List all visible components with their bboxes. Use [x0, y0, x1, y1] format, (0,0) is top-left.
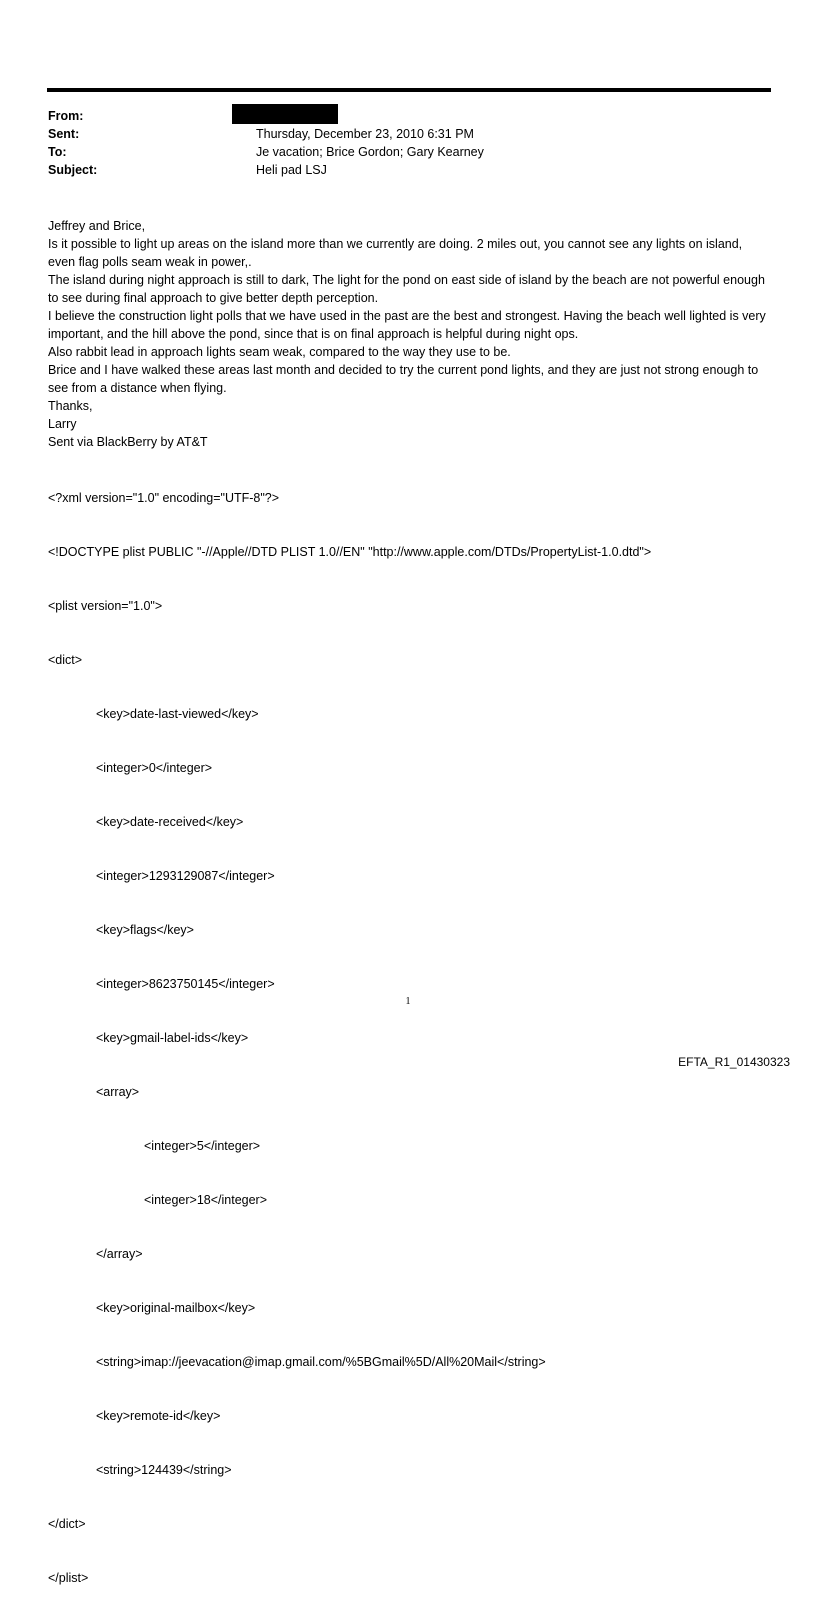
- dict-open: <dict>: [48, 653, 83, 667]
- plist-key: <key>date-received</key>: [96, 815, 244, 829]
- sent-label: Sent:: [48, 127, 80, 141]
- array-close: </array>: [96, 1247, 143, 1261]
- plist-value: <integer>1293129087</integer>: [96, 869, 275, 883]
- plist-close: </plist>: [48, 1571, 89, 1585]
- plist-open: <plist version="1.0">: [48, 599, 163, 613]
- plist-value: <string>124439</string>: [96, 1463, 232, 1477]
- plist-key: <key>remote-id</key>: [96, 1409, 221, 1423]
- array-item: <integer>5</integer>: [144, 1139, 261, 1153]
- plist-value: <integer>0</integer>: [96, 761, 213, 775]
- redaction-box: [232, 104, 338, 124]
- body-line: The island during night approach is still to dark, The light for the pond on east side of island by the beach are not powerful enough to see during final approach to give better depth perception.: [48, 273, 765, 305]
- body-line: Sent via BlackBerry by AT&T: [48, 435, 208, 449]
- body-line: Jeffrey and Brice,: [48, 219, 146, 233]
- subject-value: Heli pad LSJ: [256, 163, 327, 177]
- to-label: To:: [48, 145, 67, 159]
- document-id: EFTA_R1_01430323: [678, 1055, 790, 1069]
- plist-key: <key>date-last-viewed</key>: [96, 707, 259, 721]
- xml-declaration: <?xml version="1.0" encoding="UTF-8"?>: [48, 491, 280, 505]
- email-body: [48, 217, 768, 451]
- dict-close: </dict>: [48, 1517, 86, 1531]
- plist-value: <string>imap://jeevacation@imap.gmail.com/%5BGmail%5D/All%20Mail</string>: [96, 1355, 546, 1369]
- body-line: I believe the construction light polls that we have used in the past are the best and strongest. Having the beach well lighted is very important, and the hill above the pond, since that is on final approach is helpful during night ops.: [48, 309, 766, 341]
- to-value: Je vacation; Brice Gordon; Gary Kearney: [256, 145, 484, 159]
- body-line: Brice and I have walked these areas last month and decided to try the current pond lights, and they are just not strong enough to see from a distance when flying.: [48, 363, 759, 395]
- doctype-line: <!DOCTYPE plist PUBLIC "-//Apple//DTD PLIST 1.0//EN" "http://www.apple.com/DTDs/PropertyList-1.0.dtd">: [48, 545, 652, 559]
- plist-key: <key>flags</key>: [96, 923, 194, 937]
- array-item: <integer>18</integer>: [144, 1193, 268, 1207]
- plist-key: <key>gmail-label-ids</key>: [96, 1031, 249, 1045]
- subject-label: Subject:: [48, 163, 98, 177]
- body-line: Thanks,: [48, 399, 93, 413]
- body-line: Is it possible to light up areas on the island more than we currently are doing. 2 miles out, you cannot see any lights on island, even flag polls seam weak in power,.: [48, 237, 743, 269]
- body-line: Larry: [48, 417, 77, 431]
- page-number: 1: [405, 996, 411, 1007]
- header-rule: [47, 88, 771, 92]
- body-line: Also rabbit lead in approach lights seam weak, compared to the way they use to be.: [48, 345, 511, 359]
- from-label: From:: [48, 109, 84, 123]
- array-open: <array>: [96, 1085, 140, 1099]
- plist-value: <integer>8623750145</integer>: [96, 977, 275, 991]
- plist-key: <key>original-mailbox</key>: [96, 1301, 256, 1315]
- plist-block: [48, 453, 768, 1605]
- sent-value: Thursday, December 23, 2010 6:31 PM: [256, 127, 474, 141]
